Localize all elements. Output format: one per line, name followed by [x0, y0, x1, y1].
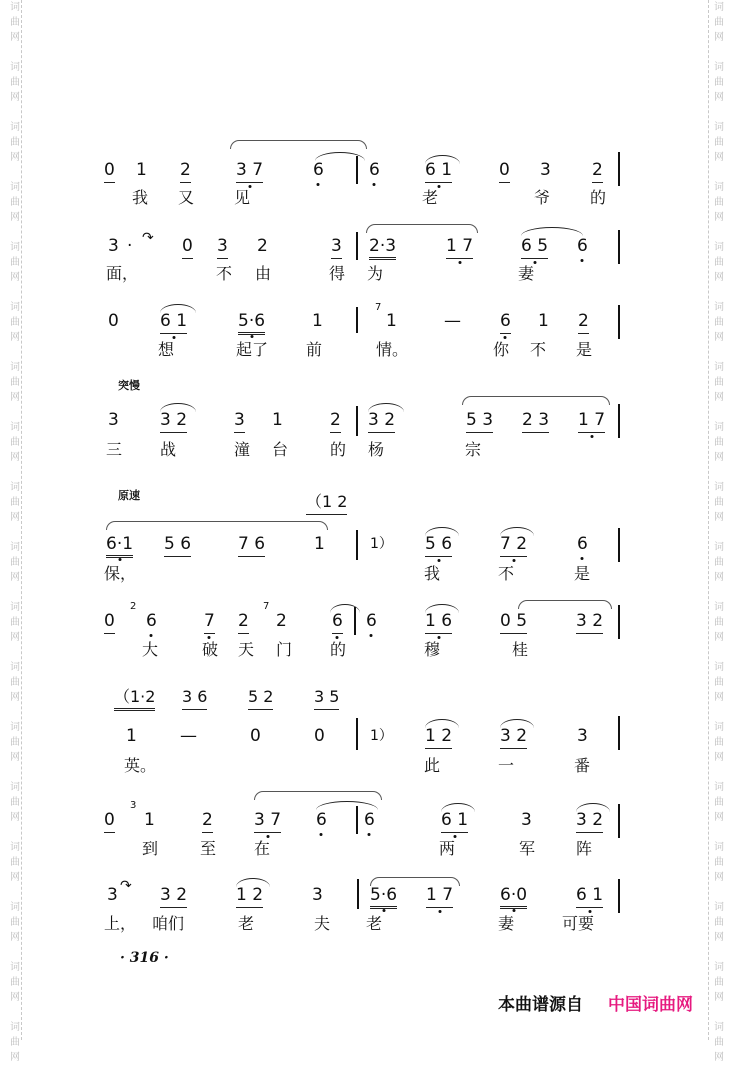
lyric: 在: [254, 839, 271, 858]
note: 7 6: [238, 534, 265, 557]
note: 3: [108, 236, 119, 256]
lyric: 夫: [314, 914, 331, 933]
instrumental-pickup: （1 2: [306, 492, 347, 515]
bar-line: [618, 305, 620, 339]
bar-line: [356, 530, 358, 560]
note: 6: [316, 810, 327, 830]
note: 0: [104, 611, 115, 634]
note: 6 1: [425, 160, 452, 183]
lyric: 穆: [424, 640, 441, 659]
watermark-text: 词 曲 网: [714, 542, 724, 583]
lyric: 妻: [498, 914, 515, 933]
note: 3: [234, 410, 245, 433]
note: 6: [369, 160, 380, 180]
lyric: 由: [255, 264, 272, 283]
bar-line: [618, 605, 620, 639]
lyric: 咱们: [152, 914, 185, 933]
note: 3: [107, 885, 118, 905]
note: 0: [499, 160, 510, 183]
watermark-text: 词 曲 网: [714, 362, 724, 403]
note: 2: [276, 611, 287, 631]
bar-line: [356, 232, 358, 260]
grace-note: 2: [130, 601, 137, 612]
watermark-text: 词 曲 网: [714, 182, 724, 223]
watermark-text: 词 曲 网: [10, 842, 20, 883]
watermark-text: 词 曲 网: [10, 362, 20, 403]
note: 1 2: [236, 885, 263, 908]
watermark-text: 词 曲 网: [714, 1022, 724, 1063]
lyric: 破: [202, 640, 219, 659]
lyric: 到: [142, 839, 159, 858]
watermark-text: 词 曲 网: [714, 782, 724, 823]
lyric: 你: [493, 340, 510, 359]
note: 3 2: [500, 726, 527, 749]
note: 1: [386, 311, 397, 331]
watermark-text: 词 曲 网: [714, 902, 724, 943]
note: 1: [126, 726, 137, 746]
watermark-text: 词 曲 网: [714, 482, 724, 523]
rest: 0: [314, 726, 325, 746]
watermark-text: 词 曲 网: [10, 422, 20, 463]
breath-arrow-icon: ↷: [120, 878, 132, 894]
lyric: 我: [424, 564, 441, 583]
lyric: 军: [519, 839, 536, 858]
lyric: 见: [234, 188, 251, 207]
lyric: 上，: [104, 914, 137, 933]
note: 5 6: [164, 534, 191, 557]
note: 0: [104, 810, 115, 833]
note: 3 7: [236, 160, 263, 183]
note: 0: [182, 236, 193, 259]
note: 6 1: [576, 885, 603, 908]
note: 5·6: [238, 311, 265, 335]
note: 6: [364, 810, 375, 830]
watermark-text: 词 曲 网: [10, 662, 20, 703]
watermark-text: 词 曲 网: [10, 2, 20, 43]
bar-line: [356, 156, 358, 184]
note: 3 2: [576, 611, 603, 634]
lyric: 桂: [512, 640, 529, 659]
note: 2: [578, 311, 589, 334]
watermark-text: 词 曲 网: [714, 122, 724, 163]
tempo-mark-sudden-slow: 突慢: [118, 379, 140, 392]
note: 3 7: [254, 810, 281, 833]
note: 6 1: [160, 311, 187, 334]
lyric: 又: [178, 188, 195, 207]
watermark-text: 词 曲 网: [714, 62, 724, 103]
bar-line: [618, 804, 620, 838]
lyric: 宗: [465, 440, 482, 459]
lyric: 前: [306, 340, 323, 359]
lyric: 三: [106, 440, 123, 459]
watermark-text: 词 曲 网: [10, 62, 20, 103]
lyric: 为: [367, 264, 384, 283]
lyric: 妻: [518, 264, 535, 283]
lyric: 至: [200, 839, 217, 858]
watermark-text: 词 曲 网: [10, 482, 20, 523]
note: 5 3: [466, 410, 493, 433]
note: 1: [136, 160, 147, 180]
note: 6·0: [500, 885, 527, 909]
lyric: 不: [216, 264, 233, 283]
watermark-text: 词 曲 网: [714, 242, 724, 283]
note: 1 6: [425, 611, 452, 634]
note: 6 5: [521, 236, 548, 259]
note: 1 7: [426, 885, 453, 908]
bar-line: [356, 406, 358, 436]
note: 3: [108, 410, 119, 430]
note: 2·3: [369, 236, 396, 260]
watermark-text: 词 曲 网: [714, 2, 724, 43]
grace-note: 3: [130, 800, 137, 811]
instrumental-end: 1）: [370, 536, 393, 552]
dash-extension: —: [444, 311, 461, 331]
lyric: 爷: [534, 188, 551, 207]
watermark-divider-right: [708, 0, 709, 1040]
watermark-text: 词 曲 网: [10, 242, 20, 283]
source-site-link[interactable]: 中国词曲网: [608, 995, 693, 1015]
note: 6: [146, 611, 157, 631]
bar-line: [618, 404, 620, 438]
watermark-text: 词 曲 网: [714, 662, 724, 703]
lyric: 英。: [124, 756, 157, 775]
lyric: 潼: [234, 440, 251, 459]
lyric: 是: [574, 564, 591, 583]
note: 6: [366, 611, 377, 631]
phrase-slur: [254, 791, 382, 800]
bar-line: [618, 879, 620, 913]
phrase-slur: [106, 521, 328, 530]
note: 1 2: [425, 726, 452, 749]
note: 1: [538, 311, 549, 331]
lyric: 得: [329, 264, 346, 283]
note: 2 3: [522, 410, 549, 433]
note: 6: [500, 311, 511, 334]
lyric: 我: [132, 188, 149, 207]
lyric: 不: [530, 340, 547, 359]
note: 0: [108, 311, 119, 331]
watermark-text: 词 曲 网: [714, 602, 724, 643]
note: 2: [202, 810, 213, 833]
lyric: 可要: [562, 914, 595, 933]
lyric: 保，: [104, 564, 137, 583]
lyric: 杨: [368, 440, 385, 459]
note: 3: [577, 726, 588, 746]
note: 2: [592, 160, 603, 183]
bar-line: [356, 718, 358, 750]
lyric: 天: [238, 640, 255, 659]
bar-line: [356, 806, 358, 834]
note: 2: [330, 410, 341, 433]
note: 2: [238, 611, 249, 634]
note: 1: [312, 311, 323, 331]
note: 2: [180, 160, 191, 183]
tie-arc: [316, 801, 378, 810]
note: 6·1: [106, 534, 133, 558]
lyric: 老: [366, 914, 383, 933]
instrumental-pickup: （1·2: [114, 687, 155, 711]
note: 1: [272, 410, 283, 430]
lyric: 阵: [576, 839, 593, 858]
bar-line: [618, 716, 620, 750]
note: 6: [332, 611, 343, 634]
lyric: 想: [158, 340, 175, 359]
phrase-slur: [230, 140, 367, 149]
lyric: 番: [574, 756, 591, 775]
note: 3: [540, 160, 551, 180]
lyric: 起了: [236, 340, 269, 359]
note: 0 5: [500, 611, 527, 634]
lyric: 台: [272, 440, 289, 459]
watermark-text: 词 曲 网: [10, 302, 20, 343]
bar-line: [618, 230, 620, 264]
watermark-text: 词 曲 网: [10, 962, 20, 1003]
watermark-text: 词 曲 网: [10, 722, 20, 763]
watermark-text: 词 曲 网: [10, 602, 20, 643]
note: 6: [577, 236, 588, 256]
note: 3: [312, 885, 323, 905]
watermark-text: 词 曲 网: [10, 542, 20, 583]
note: 1: [144, 810, 155, 830]
lyric: 的: [590, 188, 607, 207]
watermark-column-left: [8, 0, 30, 1063]
lyric: 战: [160, 440, 177, 459]
watermark-text: 词 曲 网: [10, 902, 20, 943]
note: 5 6: [425, 534, 452, 557]
note: 3 2: [576, 810, 603, 833]
bar-line: [618, 528, 620, 562]
note: 2: [257, 236, 268, 256]
watermark-text: 词 曲 网: [10, 122, 20, 163]
note: 0: [104, 160, 115, 183]
watermark-text: 词 曲 网: [10, 1022, 20, 1063]
watermark-text: 词 曲 网: [10, 182, 20, 223]
bar-line: [618, 152, 620, 186]
instrumental-end: 1）: [370, 728, 393, 744]
lyric: 老: [422, 188, 439, 207]
watermark-text: 词 曲 网: [10, 782, 20, 823]
lyric: 一: [498, 756, 515, 775]
bar-line: [357, 879, 359, 909]
augmentation-dot: ·: [127, 236, 133, 256]
lyric: 大: [142, 640, 159, 659]
source-label: 本曲谱源自: [498, 995, 583, 1015]
watermark-text: 词 曲 网: [714, 302, 724, 343]
instrumental-pickup: 5 2: [248, 687, 273, 710]
lyric: 的: [330, 440, 347, 459]
lyric: 门: [276, 640, 293, 659]
lyric: 此: [424, 756, 441, 775]
note: 3: [331, 236, 342, 259]
watermark-text: 词 曲 网: [714, 722, 724, 763]
note: 1: [314, 534, 325, 554]
dash-extension: —: [180, 726, 197, 746]
note: 6: [313, 160, 324, 180]
note: 7 2: [500, 534, 527, 557]
note: 1 7: [446, 236, 473, 259]
watermark-text: 词 曲 网: [714, 962, 724, 1003]
instrumental-pickup: 3 6: [182, 687, 207, 710]
note: 3 2: [368, 410, 395, 433]
phrase-slur: [518, 600, 612, 609]
grace-note: 7: [263, 601, 270, 612]
phrase-slur: [366, 224, 478, 233]
page-number: · 316 ·: [120, 950, 169, 966]
note: 7: [204, 611, 215, 634]
note: 3: [521, 810, 532, 830]
lyric: 情。: [376, 340, 409, 359]
watermark-text: 词 曲 网: [714, 842, 724, 883]
grace-note: 7: [375, 302, 382, 313]
lyric: 面，: [106, 264, 139, 283]
note: 6 1: [441, 810, 468, 833]
watermark-column-right: [712, 0, 730, 1063]
note: 3 2: [160, 410, 187, 433]
note: 3 2: [160, 885, 187, 908]
note: 3: [217, 236, 228, 259]
lyric: 两: [439, 839, 456, 858]
tempo-mark-original: 原速: [118, 489, 140, 502]
note: 1 7: [578, 410, 605, 433]
note: 5·6: [370, 885, 397, 909]
watermark-text: 词 曲 网: [714, 422, 724, 463]
lyric: 老: [238, 914, 255, 933]
lyric: 的: [330, 640, 347, 659]
breath-arrow-icon: ↷: [142, 230, 154, 246]
bar-line: [356, 307, 358, 333]
lyric: 是: [576, 340, 593, 359]
instrumental-pickup: 3 5: [314, 687, 339, 710]
phrase-slur: [462, 396, 610, 405]
lyric: 不: [498, 564, 515, 583]
rest: 0: [250, 726, 261, 746]
tie-arc: [521, 227, 583, 236]
bar-line: [354, 607, 356, 635]
note: 6: [577, 534, 588, 554]
